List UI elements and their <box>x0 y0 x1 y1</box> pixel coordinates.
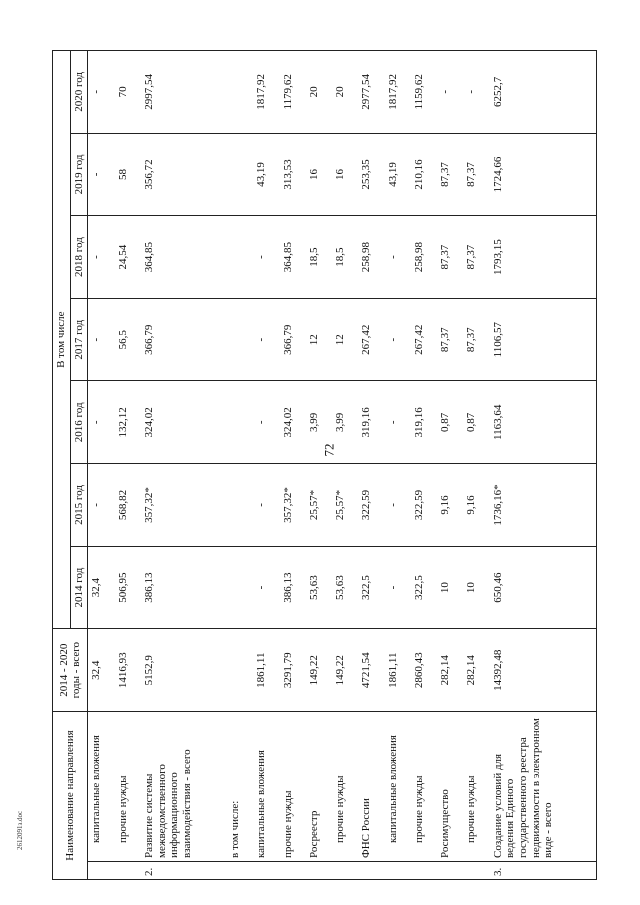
cell-year-value: 25,57* <box>332 464 358 547</box>
cell-year-value: 2997,54 <box>141 51 227 134</box>
header-year: 2014 год <box>70 546 88 629</box>
row-label: прочие нужды <box>115 712 141 862</box>
cell-year-value: 366,79 <box>280 298 306 381</box>
cell-total: 282,14 <box>463 629 489 712</box>
cell-year-value: 12 <box>332 298 358 381</box>
cell-year-value: - <box>385 298 411 381</box>
cell-year-value: 324,02 <box>280 381 306 464</box>
cell-year-value: 258,98 <box>411 216 437 299</box>
cell-year-value: 253,35 <box>358 133 384 216</box>
cell-year-value: 1159,62 <box>411 51 437 134</box>
cell-year-value: 319,16 <box>358 381 384 464</box>
table-row <box>227 51 253 880</box>
row-number: 3. <box>490 862 597 880</box>
cell-year-value: 70 <box>115 51 141 134</box>
cell-year-value <box>227 298 253 381</box>
table-body <box>88 51 597 880</box>
cell-year-value: 87,37 <box>437 216 463 299</box>
table-row <box>385 51 411 880</box>
cell-year-value: 20 <box>306 51 332 134</box>
cell-year-value: - <box>253 298 279 381</box>
cell-year-value: - <box>385 464 411 547</box>
budget-table-container <box>52 50 597 880</box>
row-label: Росреестр <box>306 712 332 862</box>
row-label: прочие нужды <box>463 712 489 862</box>
cell-year-value: 386,13 <box>141 546 227 629</box>
table-header-row-1 <box>53 51 71 880</box>
cell-year-value: - <box>88 381 115 464</box>
cell-year-value: 9,16 <box>463 464 489 547</box>
cell-year-value: 9,16 <box>437 464 463 547</box>
row-number <box>306 862 332 880</box>
cell-year-value: 1817,92 <box>385 51 411 134</box>
header-year: 2015 год <box>70 464 88 547</box>
cell-year-value: 210,16 <box>411 133 437 216</box>
cell-total: 1416,93 <box>115 629 141 712</box>
row-label: прочие нужды <box>411 712 437 862</box>
cell-year-value: 364,85 <box>280 216 306 299</box>
row-number <box>358 862 384 880</box>
cell-year-value: - <box>88 464 115 547</box>
cell-total: 32,4 <box>88 629 115 712</box>
cell-year-value: 258,98 <box>358 216 384 299</box>
row-number <box>411 862 437 880</box>
cell-year-value: 3,99 <box>332 381 358 464</box>
row-label: Развитие системы межведомственного информационного взаимодействия - всего <box>141 712 227 862</box>
cell-year-value: 16 <box>306 133 332 216</box>
cell-year-value: 366,79 <box>141 298 227 381</box>
cell-year-value: 356,72 <box>141 133 227 216</box>
page-number: 72 <box>321 443 337 457</box>
table-row <box>463 51 489 880</box>
cell-year-value: 322,59 <box>358 464 384 547</box>
cell-year-value: 267,42 <box>358 298 384 381</box>
header-year: 2017 год <box>70 298 88 381</box>
row-label: капитальные вложения <box>253 712 279 862</box>
cell-year-value: 10 <box>437 546 463 629</box>
row-number <box>463 862 489 880</box>
cell-year-value <box>227 216 253 299</box>
table-row <box>411 51 437 880</box>
table-row <box>115 51 141 880</box>
row-label: капитальные вложения <box>88 712 115 862</box>
row-number <box>88 862 115 880</box>
cell-total: 1861,11 <box>385 629 411 712</box>
cell-total: 149,22 <box>306 629 332 712</box>
cell-year-value: 53,63 <box>332 546 358 629</box>
cell-year-value: - <box>253 546 279 629</box>
budget-table <box>52 50 597 880</box>
cell-year-value: 10 <box>463 546 489 629</box>
cell-year-value: - <box>88 51 115 134</box>
cell-year-value: - <box>385 546 411 629</box>
table-row <box>358 51 384 880</box>
cell-year-value <box>227 546 253 629</box>
header-total: 2014 - 2020 годы - всего <box>53 629 88 712</box>
cell-year-value: 20 <box>332 51 358 134</box>
cell-year-value <box>227 381 253 464</box>
cell-year-value: 0,87 <box>463 381 489 464</box>
cell-year-value: 32,4 <box>88 546 115 629</box>
header-year: 2019 год <box>70 133 88 216</box>
cell-year-value: 568,82 <box>115 464 141 547</box>
cell-year-value: 364,85 <box>141 216 227 299</box>
cell-year-value: 0,87 <box>437 381 463 464</box>
cell-year-value: - <box>437 51 463 134</box>
cell-year-value: 24,54 <box>115 216 141 299</box>
cell-total: 5152,9 <box>141 629 227 712</box>
cell-year-value: 506,95 <box>115 546 141 629</box>
cell-year-value: 87,37 <box>463 133 489 216</box>
table-row <box>280 51 306 880</box>
cell-year-value <box>227 464 253 547</box>
row-label: прочие нужды <box>280 712 306 862</box>
cell-year-value: - <box>385 216 411 299</box>
cell-year-value: 357,32* <box>280 464 306 547</box>
cell-year-value: 56,5 <box>115 298 141 381</box>
table-row <box>141 51 227 880</box>
cell-year-value: 1724,66 <box>490 133 597 216</box>
header-group: В том числе <box>53 51 71 629</box>
cell-year-value: 322,59 <box>411 464 437 547</box>
cell-year-value: - <box>385 381 411 464</box>
cell-year-value: 18,5 <box>306 216 332 299</box>
table-row <box>490 51 597 880</box>
table-row <box>437 51 463 880</box>
row-number <box>332 862 358 880</box>
table-row <box>332 51 358 880</box>
cell-year-value: 3,99 <box>306 381 332 464</box>
row-number <box>280 862 306 880</box>
cell-year-value: 322,5 <box>358 546 384 629</box>
cell-year-value: 1179,62 <box>280 51 306 134</box>
cell-year-value: 1163,64 <box>490 381 597 464</box>
header-year: 2016 год <box>70 381 88 464</box>
row-number <box>385 862 411 880</box>
cell-year-value: 1106,57 <box>490 298 597 381</box>
cell-year-value: - <box>253 216 279 299</box>
cell-year-value: 53,63 <box>306 546 332 629</box>
cell-year-value <box>227 133 253 216</box>
cell-year-value: 87,37 <box>437 133 463 216</box>
row-number <box>437 862 463 880</box>
cell-total: 3291,79 <box>280 629 306 712</box>
table-row <box>88 51 115 880</box>
header-year: 2018 год <box>70 216 88 299</box>
row-label: ФНС России <box>358 712 384 862</box>
cell-year-value: 319,16 <box>411 381 437 464</box>
cell-year-value: 2977,54 <box>358 51 384 134</box>
cell-year-value: - <box>88 216 115 299</box>
cell-total: 14392,48 <box>490 629 597 712</box>
row-label: капитальные вложения <box>385 712 411 862</box>
cell-total <box>227 629 253 712</box>
cell-year-value: 324,02 <box>141 381 227 464</box>
cell-year-value: 1793,15 <box>490 216 597 299</box>
cell-year-value: 650,46 <box>490 546 597 629</box>
cell-year-value: - <box>253 381 279 464</box>
cell-year-value <box>227 51 253 134</box>
cell-total: 2860,43 <box>411 629 437 712</box>
cell-year-value: 58 <box>115 133 141 216</box>
cell-year-value: 132,12 <box>115 381 141 464</box>
row-number <box>115 862 141 880</box>
cell-year-value: 322,5 <box>411 546 437 629</box>
table-row <box>306 51 332 880</box>
cell-year-value: 357,32* <box>141 464 227 547</box>
cell-year-value: 12 <box>306 298 332 381</box>
cell-total: 4721,54 <box>358 629 384 712</box>
cell-year-value: 18,5 <box>332 216 358 299</box>
row-number <box>227 862 253 880</box>
cell-year-value: - <box>88 133 115 216</box>
cell-year-value: - <box>88 298 115 381</box>
row-label: прочие нужды <box>332 712 358 862</box>
cell-total: 282,14 <box>437 629 463 712</box>
cell-year-value: 87,37 <box>463 298 489 381</box>
row-label: Росимущество <box>437 712 463 862</box>
row-label: Создание условий для ведения Единого государственного реестра недвижимости в электронном виде - всего <box>490 712 597 862</box>
table-row <box>253 51 279 880</box>
cell-year-value: 1817,92 <box>253 51 279 134</box>
cell-year-value: - <box>463 51 489 134</box>
header-year: 2020 год <box>70 51 88 134</box>
header-name: Наименование направления <box>53 712 88 880</box>
cell-year-value: - <box>253 464 279 547</box>
row-label: в том числе: <box>227 712 253 862</box>
cell-year-value: 43,19 <box>385 133 411 216</box>
cell-year-value: 313,53 <box>280 133 306 216</box>
cell-year-value: 1736,16* <box>490 464 597 547</box>
cell-year-value: 386,13 <box>280 546 306 629</box>
document-filename: 2612091з.doc <box>16 810 24 850</box>
cell-year-value: 267,42 <box>411 298 437 381</box>
cell-year-value: 25,57* <box>306 464 332 547</box>
cell-year-value: 6252,7 <box>490 51 597 134</box>
cell-year-value: 16 <box>332 133 358 216</box>
cell-total: 149,22 <box>332 629 358 712</box>
cell-year-value: 43,19 <box>253 133 279 216</box>
cell-year-value: 87,37 <box>437 298 463 381</box>
cell-total: 1861,11 <box>253 629 279 712</box>
row-number <box>253 862 279 880</box>
cell-year-value: 87,37 <box>463 216 489 299</box>
row-number: 2. <box>141 862 227 880</box>
